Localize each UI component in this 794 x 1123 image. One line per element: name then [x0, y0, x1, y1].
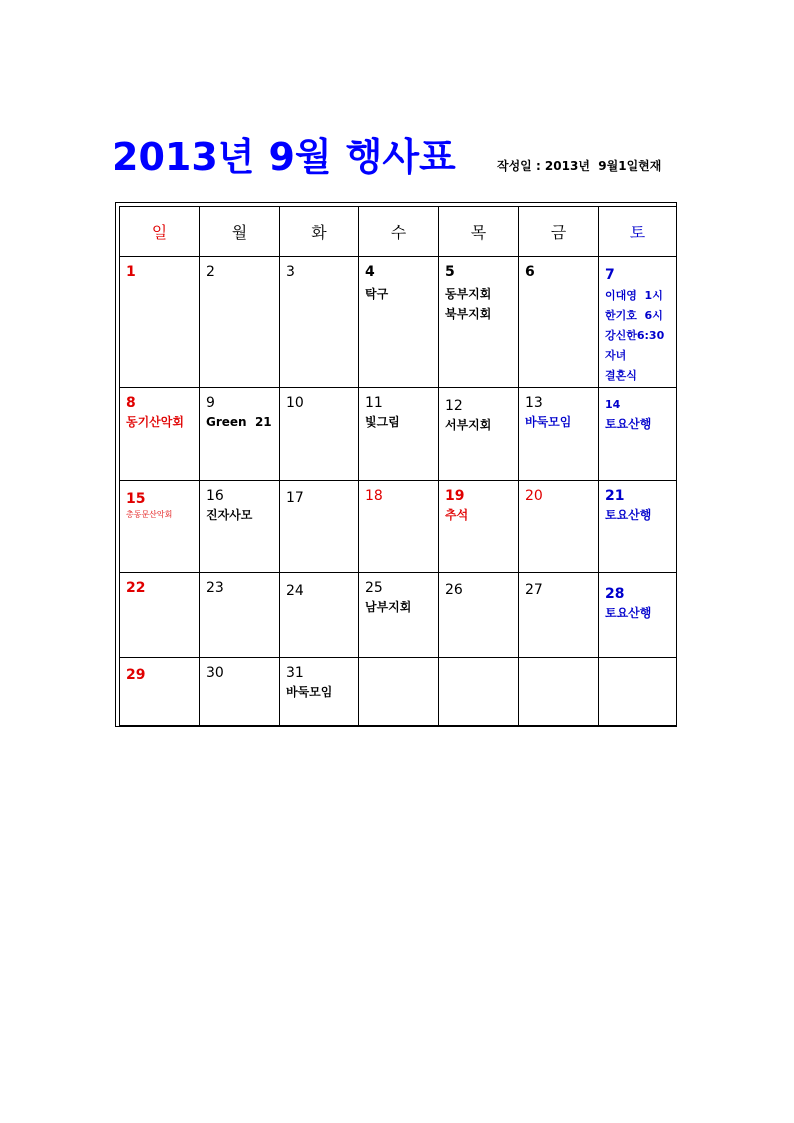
day-cell — [439, 481, 519, 573]
day-number: 23 — [206, 580, 224, 596]
day-cell — [439, 573, 519, 658]
event-label: 이대영 1시 — [605, 289, 663, 302]
weekday-sun: 일 — [120, 207, 200, 257]
day-cell — [599, 573, 677, 658]
page-header — [112, 126, 692, 182]
day-number: 25 — [365, 580, 383, 596]
week-row — [120, 388, 677, 481]
day-cell — [120, 388, 200, 481]
day-number: 24 — [286, 583, 304, 599]
day-number: 3 — [286, 264, 295, 280]
day-cell — [120, 481, 200, 573]
event-label: 강신한6:30 — [605, 329, 665, 342]
day-cell — [519, 658, 599, 726]
day-number: 2 — [206, 264, 215, 280]
calendar-table — [119, 206, 677, 726]
day-cell — [599, 481, 677, 573]
event-label: 한기호 6시 — [605, 309, 663, 322]
event-label: 빛그림 — [365, 415, 400, 429]
event-label: 자녀 — [605, 349, 627, 362]
weekday-header-row — [120, 207, 677, 257]
day-cell — [359, 658, 439, 726]
event-label: 토요산행 — [605, 606, 652, 620]
day-cell — [359, 257, 439, 388]
event-label: 진자사모 — [206, 508, 253, 522]
week-row — [120, 573, 677, 658]
day-number: 17 — [286, 490, 304, 506]
day-cell — [599, 658, 677, 726]
event-label: 토요산행 — [605, 508, 652, 522]
day-number: 11 — [365, 395, 383, 411]
day-cell — [200, 658, 280, 726]
day-number: 20 — [525, 488, 543, 504]
weekday-thu: 목 — [439, 207, 519, 257]
day-cell — [280, 481, 359, 573]
day-cell — [120, 257, 200, 388]
day-number: 26 — [445, 582, 463, 598]
event-label: 동부지회 — [445, 287, 492, 301]
day-cell — [519, 481, 599, 573]
day-number: 14 — [605, 398, 621, 411]
event-label: 북부지회 — [445, 307, 492, 321]
day-cell — [439, 257, 519, 388]
day-cell — [200, 257, 280, 388]
week-row — [120, 658, 677, 726]
event-label: 남부지회 — [365, 600, 412, 614]
day-cell — [439, 388, 519, 481]
week-row — [120, 481, 677, 573]
event-label: 동기산악회 — [126, 415, 184, 429]
day-number: 13 — [525, 395, 543, 411]
day-number: 4 — [365, 264, 375, 280]
page-title — [112, 135, 456, 179]
day-number: 1 — [126, 264, 136, 280]
day-number: 21 — [605, 488, 625, 504]
day-cell — [280, 658, 359, 726]
day-number: 6 — [525, 264, 535, 280]
day-number: 29 — [126, 667, 146, 683]
event-label: 바둑모임 — [286, 685, 333, 699]
day-number: 8 — [126, 395, 136, 411]
weekday-tue: 화 — [280, 207, 359, 257]
day-cell — [200, 388, 280, 481]
day-cell — [280, 257, 359, 388]
day-cell — [439, 658, 519, 726]
week-row — [120, 257, 677, 388]
day-cell — [599, 388, 677, 481]
day-number: 12 — [445, 398, 463, 414]
day-number: 10 — [286, 395, 304, 411]
weekday-sat: 토 — [599, 207, 677, 257]
day-number: 16 — [206, 488, 224, 504]
title-month: 9월 — [268, 135, 332, 179]
day-number: 7 — [605, 267, 615, 283]
weekday-wed: 수 — [359, 207, 439, 257]
day-cell — [519, 573, 599, 658]
day-number: 18 — [365, 488, 383, 504]
day-cell — [200, 481, 280, 573]
day-number: 9 — [206, 395, 215, 411]
day-cell — [120, 573, 200, 658]
calendar-frame — [115, 202, 677, 727]
created-date: 작성일 : 2013년 9월1일현재 — [497, 159, 662, 173]
day-number: 22 — [126, 580, 146, 596]
day-cell — [200, 573, 280, 658]
event-label: 추석 — [445, 508, 469, 522]
event-label: 토요산행 — [605, 417, 652, 431]
day-number: 31 — [286, 665, 304, 681]
event-label: 서부지회 — [445, 418, 492, 432]
event-label: 총동문산악회 — [126, 510, 173, 519]
event-label: 탁구 — [365, 287, 389, 301]
day-cell — [519, 257, 599, 388]
day-number: 28 — [605, 586, 625, 602]
event-label: 바둑모임 — [525, 415, 572, 429]
event-label: Green 21 — [206, 415, 272, 429]
day-number: 27 — [525, 582, 543, 598]
day-cell — [599, 257, 677, 388]
weekday-fri: 금 — [519, 207, 599, 257]
day-cell — [120, 658, 200, 726]
day-number: 5 — [445, 264, 455, 280]
title-year: 2013년 — [112, 135, 255, 179]
weekday-mon: 월 — [200, 207, 280, 257]
day-number: 15 — [126, 491, 146, 507]
day-number: 30 — [206, 665, 224, 681]
day-cell — [359, 481, 439, 573]
day-cell — [280, 573, 359, 658]
title-rest: 행사표 — [345, 135, 456, 179]
event-label: 결혼식 — [605, 369, 637, 382]
day-cell — [519, 388, 599, 481]
day-cell — [359, 573, 439, 658]
day-number: 19 — [445, 488, 465, 504]
day-cell — [359, 388, 439, 481]
day-cell — [280, 388, 359, 481]
